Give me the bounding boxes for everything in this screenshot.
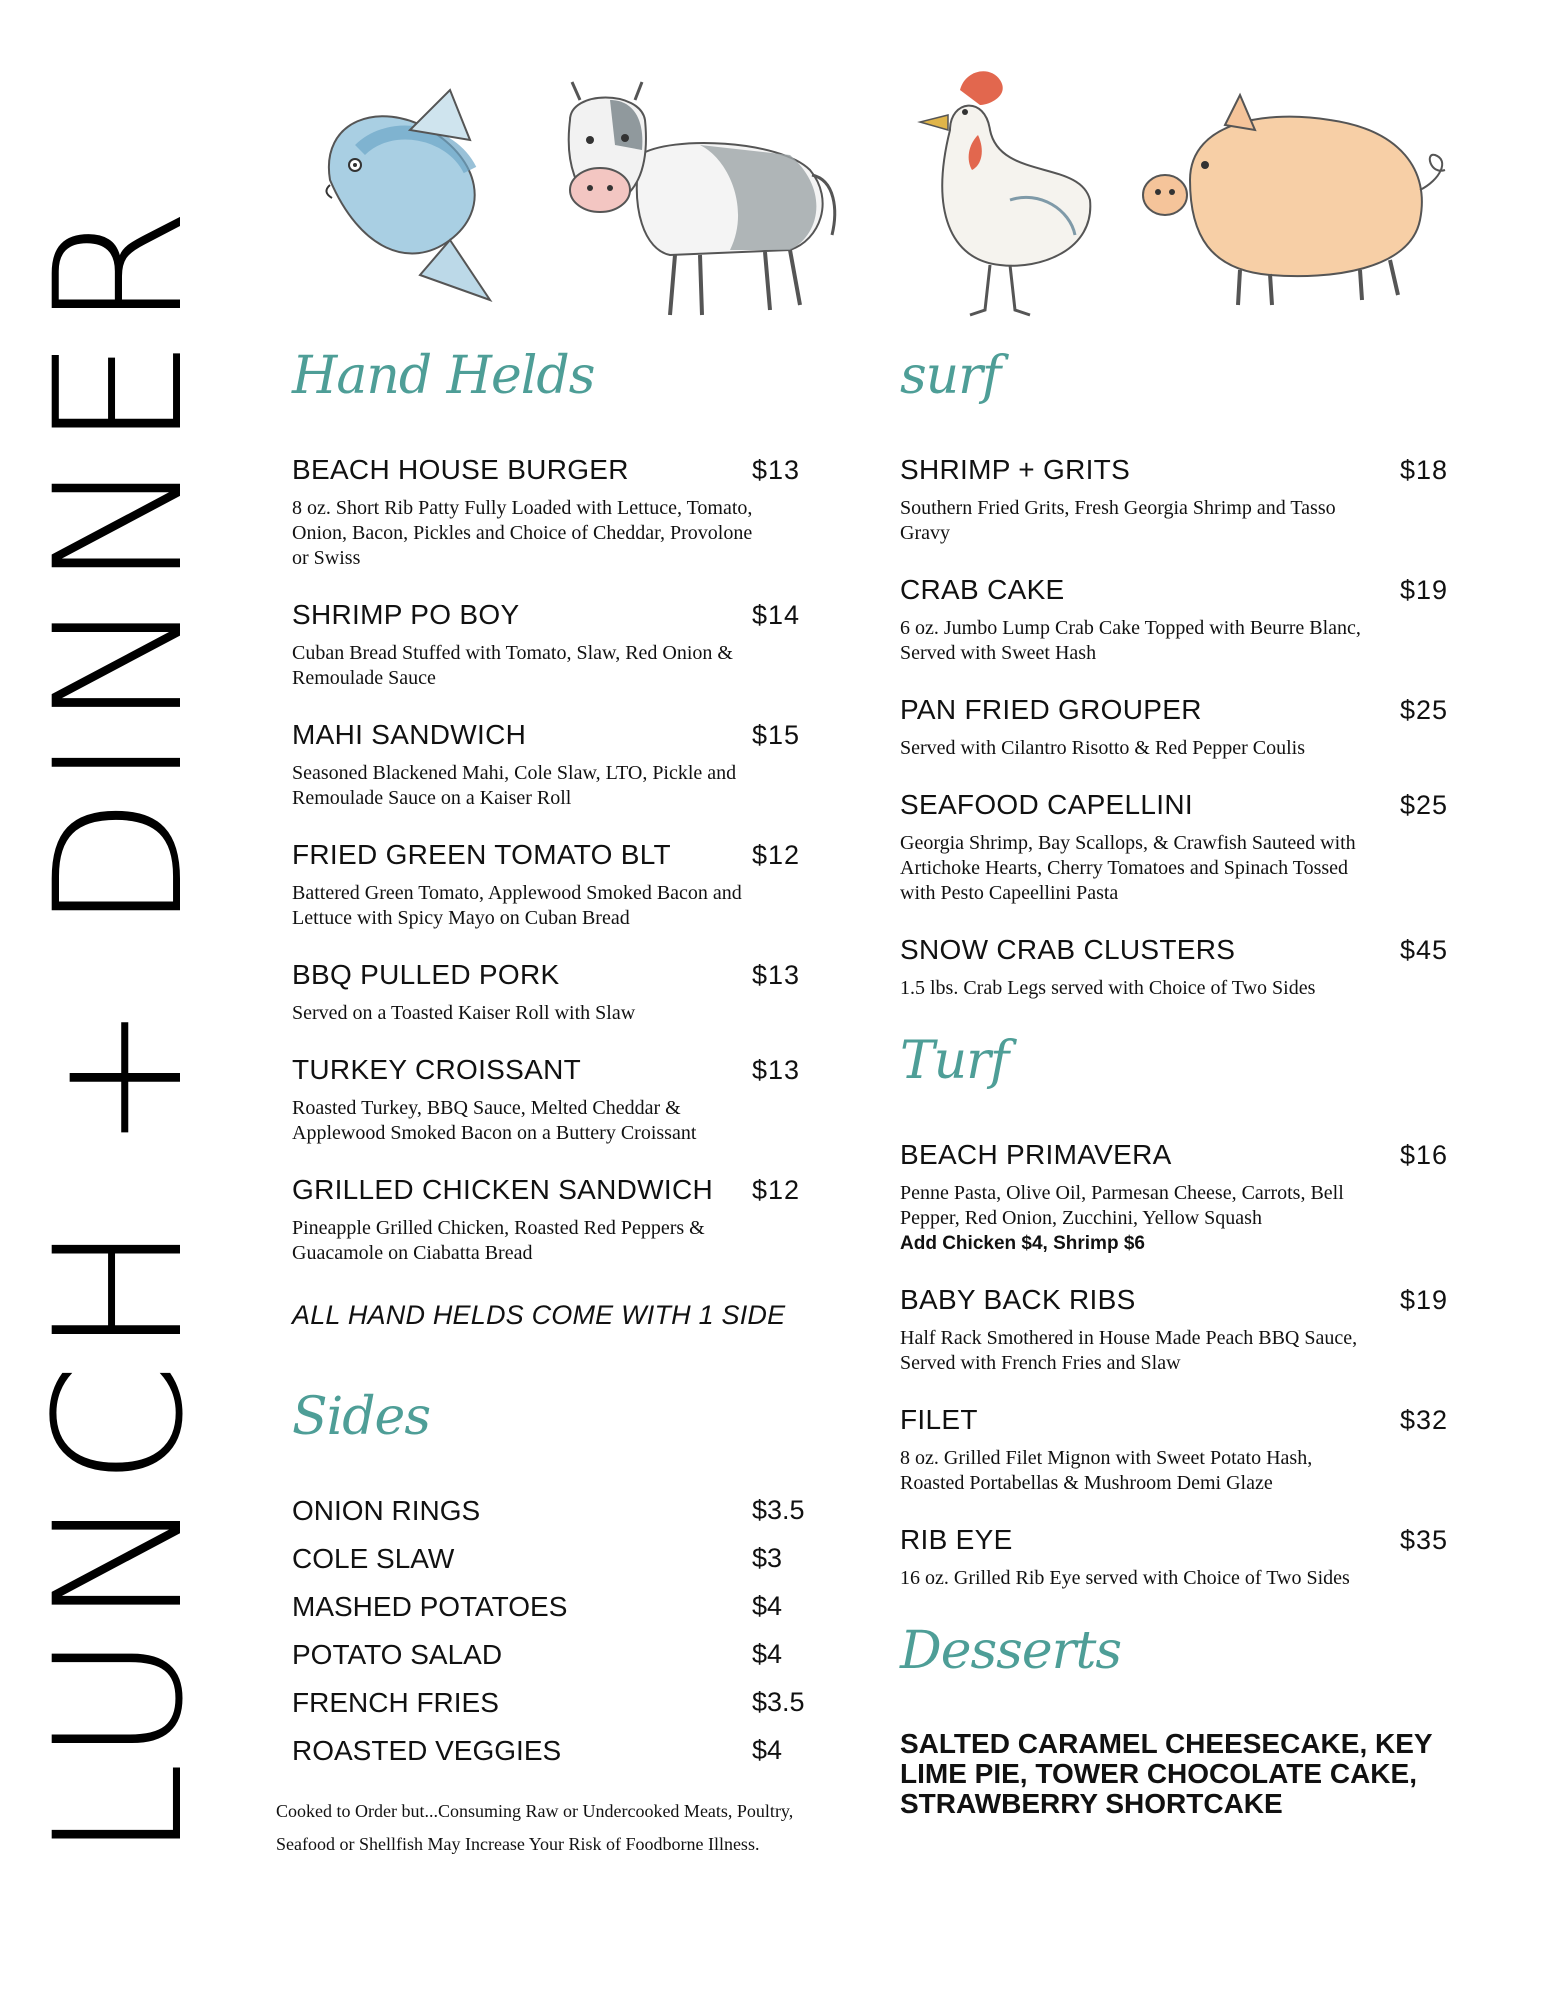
chicken-icon — [890, 60, 1110, 330]
side-item — [292, 1735, 812, 1767]
animal-illustrations — [300, 60, 1480, 350]
item-description: 1.5 lbs. Crab Legs served with Choice of Two Sides — [900, 977, 1316, 999]
item-description: Pineapple Grilled Chicken, Roasted Red Peppers & Guacamole on Ciabatta Bread — [292, 1217, 705, 1264]
item-price: $12 — [752, 840, 801, 870]
menu-item — [292, 599, 812, 691]
side-price: $3 — [752, 1543, 783, 1573]
item-name: FRIED GREEN TOMATO BLT — [292, 839, 671, 870]
item-price: $45 — [1400, 935, 1449, 965]
side-name: ONION RINGS — [292, 1495, 481, 1526]
menu-item — [900, 789, 1460, 906]
side-item — [292, 1687, 812, 1719]
item-price: $19 — [1400, 1285, 1449, 1315]
item-price: $16 — [1400, 1140, 1449, 1170]
item-description: 16 oz. Grilled Rib Eye served with Choice of Two Sides — [900, 1567, 1350, 1589]
item-description: Georgia Shrimp, Bay Scallops, & Crawfish Sauteed with Artichoke Hearts, Cherry Tomatoes and Spinach Tossed with Pesto Capeellini Pasta — [900, 832, 1356, 904]
menu-item — [900, 1284, 1460, 1376]
menu-item — [900, 1524, 1460, 1591]
menu-item — [292, 959, 812, 1026]
item-name: FILET — [900, 1404, 978, 1435]
pig-icon — [1130, 60, 1460, 320]
side-item — [292, 1591, 812, 1623]
side-item — [292, 1495, 812, 1527]
page-title: LUNCH + DINNER — [17, 199, 222, 1860]
item-description: 6 oz. Jumbo Lump Crab Cake Topped with Beurre Blanc, Served with Sweet Hash — [900, 617, 1361, 664]
item-description: 8 oz. Grilled Filet Mignon with Sweet Potato Hash, Roasted Portabellas & Mushroom Demi Glaze — [900, 1447, 1313, 1494]
item-name: SHRIMP PO BOY — [292, 599, 520, 630]
menu-item — [292, 454, 812, 571]
menu-item — [900, 574, 1460, 666]
menu-item — [292, 1054, 812, 1146]
item-name: CRAB CAKE — [900, 574, 1065, 605]
item-description: Roasted Turkey, BBQ Sauce, Melted Cheddar & Applewood Smoked Bacon on a Buttery Croissant — [292, 1097, 697, 1144]
item-description: Served on a Toasted Kaiser Roll with Slaw — [292, 1002, 636, 1024]
right-column — [900, 346, 1460, 1819]
item-name: GRILLED CHICKEN SANDWICH — [292, 1174, 714, 1205]
item-description: 8 oz. Short Rib Patty Fully Loaded with Lettuce, Tomato, Onion, Bacon, Pickles and Choice of Cheddar, Provolone or Swiss — [292, 497, 753, 569]
item-name: SHRIMP + GRITS — [900, 454, 1131, 485]
menu-item — [292, 719, 812, 811]
hand-helds-note: ALL HAND HELDS COME WITH 1 SIDE — [292, 1300, 786, 1330]
item-price: $12 — [752, 1175, 801, 1205]
item-price: $32 — [1400, 1405, 1449, 1435]
item-name: BEACH PRIMAVERA — [900, 1139, 1172, 1170]
item-description-text: Penne Pasta, Olive Oil, Parmesan Cheese, Carrots, Bell Pepper, Red Onion, Zucchini, Yellow Squash — [900, 1182, 1344, 1229]
side-name: ROASTED VEGGIES — [292, 1735, 562, 1766]
item-price: $25 — [1400, 790, 1449, 820]
cow-icon — [550, 60, 850, 330]
item-name: PAN FRIED GROUPER — [900, 694, 1202, 725]
desserts-title: Desserts — [900, 1621, 1122, 1681]
menu-item — [900, 454, 1460, 546]
item-description: Southern Fried Grits, Fresh Georgia Shrimp and Tasso Gravy — [900, 497, 1336, 544]
item-description: Served with Cilantro Risotto & Red Pepper Coulis — [900, 737, 1305, 759]
sides-title: Sides — [292, 1387, 430, 1447]
side-price: $3.5 — [752, 1687, 805, 1717]
item-price: $13 — [752, 960, 801, 990]
menu-item — [900, 934, 1460, 1001]
item-description: Half Rack Smothered in House Made Peach BBQ Sauce, Served with French Fries and Slaw — [900, 1327, 1358, 1374]
surf-title: surf — [900, 346, 1001, 406]
menu-item — [292, 839, 812, 931]
left-column — [276, 346, 812, 1861]
item-name: TURKEY CROISSANT — [292, 1054, 581, 1085]
menu-item — [292, 1174, 812, 1266]
side-name: COLE SLAW — [292, 1543, 455, 1574]
menu-item — [900, 1404, 1460, 1496]
side-price: $3.5 — [752, 1495, 805, 1525]
side-name: FRENCH FRIES — [292, 1687, 499, 1718]
item-description: Seasoned Blackened Mahi, Cole Slaw, LTO, Pickle and Remoulade Sauce on a Kaiser Roll — [292, 762, 737, 809]
item-name: SEAFOOD CAPELLINI — [900, 789, 1193, 820]
menu-item — [900, 1139, 1460, 1256]
side-name: MASHED POTATOES — [292, 1591, 568, 1622]
item-name: SNOW CRAB CLUSTERS — [900, 934, 1236, 965]
side-item — [292, 1639, 812, 1671]
item-description: Battered Green Tomato, Applewood Smoked Bacon and Lettuce with Spicy Mayo on Cuban Bread — [292, 882, 742, 929]
item-name: BABY BACK RIBS — [900, 1284, 1136, 1315]
item-price: $15 — [752, 720, 801, 750]
side-price: $4 — [752, 1735, 783, 1765]
side-price: $4 — [752, 1639, 783, 1669]
item-name: MAHI SANDWICH — [292, 719, 527, 750]
item-price: $18 — [1400, 455, 1449, 485]
item-name: BBQ PULLED PORK — [292, 959, 560, 990]
item-description: Cuban Bread Stuffed with Tomato, Slaw, Red Onion & Remoulade Sauce — [292, 642, 733, 689]
item-price: $13 — [752, 1055, 801, 1085]
item-description — [900, 1181, 1370, 1256]
side-price: $4 — [752, 1591, 783, 1621]
item-price: $13 — [752, 455, 801, 485]
item-price: $25 — [1400, 695, 1449, 725]
item-name: BEACH HOUSE BURGER — [292, 454, 629, 485]
side-name: POTATO SALAD — [292, 1639, 503, 1670]
item-add-on: Add Chicken $4, Shrimp $6 — [900, 1233, 1145, 1254]
item-price: $14 — [752, 600, 801, 630]
hand-helds-title: Hand Helds — [292, 346, 595, 406]
item-price: $19 — [1400, 575, 1449, 605]
dessert-list: SALTED CARAMEL CHEESECAKE, KEY LIME PIE, TOWER CHOCOLATE CAKE, STRAWBERRY SHORTCAKE — [900, 1728, 1433, 1819]
item-price: $35 — [1400, 1525, 1449, 1555]
side-item — [292, 1543, 812, 1575]
menu-item — [900, 694, 1460, 761]
item-name: RIB EYE — [900, 1524, 1013, 1555]
turf-title: Turf — [900, 1031, 1009, 1091]
fish-icon — [300, 60, 510, 320]
food-safety-disclaimer: Cooked to Order but...Consuming Raw or Undercooked Meats, Poultry, Seafood or Shellfish May Increase Your Risk of Foodborne Illness. — [276, 1801, 794, 1854]
